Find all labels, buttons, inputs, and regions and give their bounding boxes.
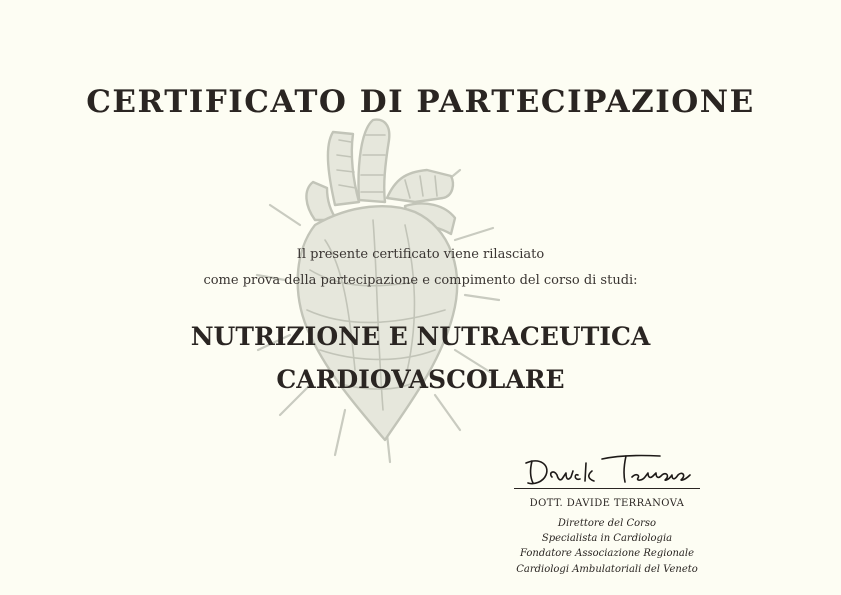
intro-text-line-1: Il presente certificato viene rilasciato [296, 247, 545, 262]
signer-role: Cardiologi Ambulatoriali del Veneto [516, 564, 698, 575]
signer-name: DOTT. DAVIDE TERRANOVA [529, 498, 685, 509]
signer-role: Direttore del Corso [557, 518, 657, 529]
course-title-line-1: NUTRIZIONE E NUTRACEUTICA [190, 322, 651, 351]
anatomical-heart-icon [255, 110, 500, 470]
certificate-title: CERTIFICATO DI PARTECIPAZIONE [86, 84, 755, 120]
signature-line [514, 488, 700, 489]
course-title-line-2: CARDIOVASCOLARE [276, 365, 565, 394]
handwritten-signature [500, 445, 714, 493]
signer-role: Fondatore Associazione Regionale [519, 548, 694, 559]
signature-block [500, 445, 714, 575]
signer-role: Specialista in Cardiologia [541, 533, 673, 544]
intro-text-line-2: come prova della partecipazione e compimento del corso di studi: [203, 273, 638, 288]
